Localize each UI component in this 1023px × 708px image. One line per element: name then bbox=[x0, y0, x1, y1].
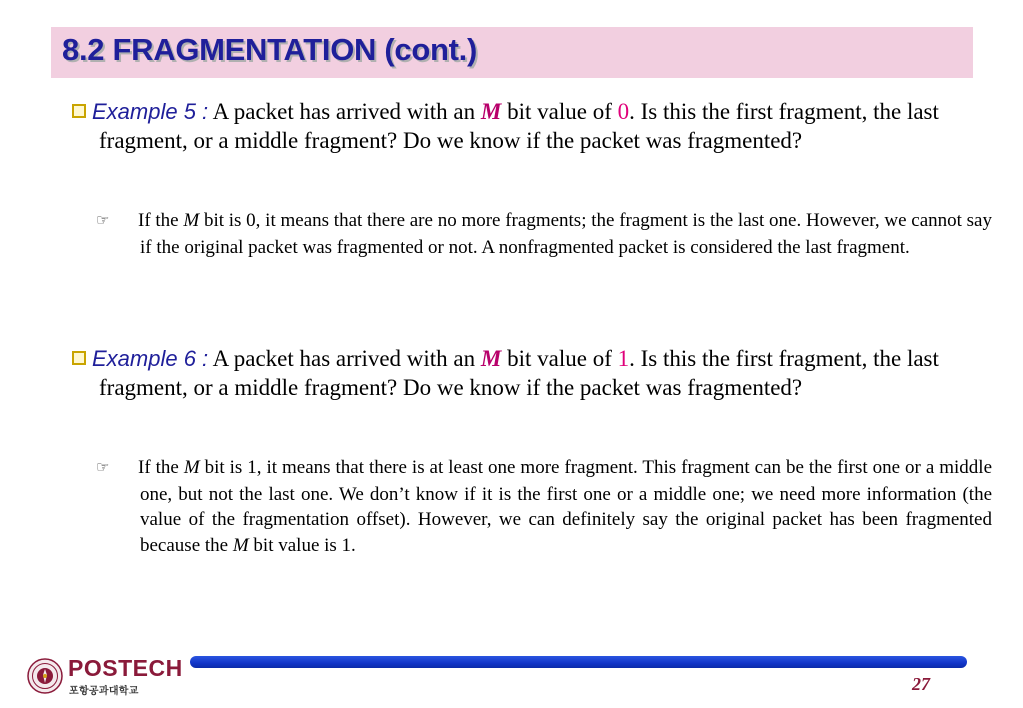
example-6-label: Example 6 : bbox=[92, 346, 209, 371]
example-5-answer-prefix: If the bbox=[138, 210, 184, 231]
example-6-m-letter: M bbox=[480, 346, 502, 371]
example-6-text-before: A packet has arrived with an bbox=[208, 346, 481, 371]
example-6-answer-rest-2: bit value is 1. bbox=[248, 534, 356, 556]
example-6-question bbox=[72, 345, 999, 402]
example-6-answer-rest: bit is 1, it means that there is at least one more fragment. This fragment can be the first one or a middle one, but not the last one. We don’t know if it is the first one or a middle one; we need more information (the value of the fragmentation offset). However, we can definitely say the original packet has been fragmented because the bbox=[140, 457, 993, 556]
example-6-answer-m-2: M bbox=[232, 534, 249, 556]
logo-name: POSTECH bbox=[68, 655, 183, 681]
example-5-question bbox=[72, 98, 999, 155]
example-5-bit-value: 0 bbox=[617, 99, 630, 124]
example-6-text-mid: bit value of bbox=[501, 346, 618, 371]
example-6-answer-prefix: If the bbox=[138, 457, 184, 478]
footer-bar bbox=[190, 656, 967, 668]
university-seal-icon bbox=[27, 658, 63, 694]
title-bar bbox=[51, 27, 973, 78]
square-bullet-icon bbox=[72, 104, 86, 118]
page-title: 8.2 FRAGMENTATION (cont.) bbox=[62, 32, 477, 67]
example-5-answer-m: M bbox=[183, 210, 200, 231]
page-number: 27 bbox=[912, 674, 930, 694]
example-6-text-after: . Is this the first fragment, the last fragment, or a middle fragment? Do we know if the packet was fragmented? bbox=[99, 346, 939, 400]
example-5-m-letter: M bbox=[480, 99, 502, 124]
example-5-label: Example 5 : bbox=[92, 99, 209, 124]
logo-subtitle: 포항공과대학교 bbox=[69, 686, 139, 697]
example-5-answer bbox=[96, 208, 992, 260]
pointing-hand-icon: ☞ bbox=[96, 213, 110, 229]
example-5-text-before: A packet has arrived with an bbox=[208, 99, 481, 124]
example-5-text-mid: bit value of bbox=[501, 99, 618, 124]
example-5-answer-rest: bit is 0, it means that there are no more fragments; the fragment is the last one. However, we cannot say if the original packet was fragmented or not. A nonfragmented packet is considered the last fragment. bbox=[140, 210, 992, 258]
square-bullet-icon bbox=[72, 351, 86, 365]
example-6-answer-m: M bbox=[183, 457, 200, 478]
postech-logo bbox=[27, 654, 183, 698]
example-6-answer bbox=[96, 455, 993, 558]
example-5-text-after: . Is this the first fragment, the last fragment, or a middle fragment? Do we know if the packet was fragmented? bbox=[99, 99, 939, 153]
pointing-hand-icon: ☞ bbox=[96, 460, 110, 476]
example-6-bit-value: 1 bbox=[617, 346, 630, 371]
